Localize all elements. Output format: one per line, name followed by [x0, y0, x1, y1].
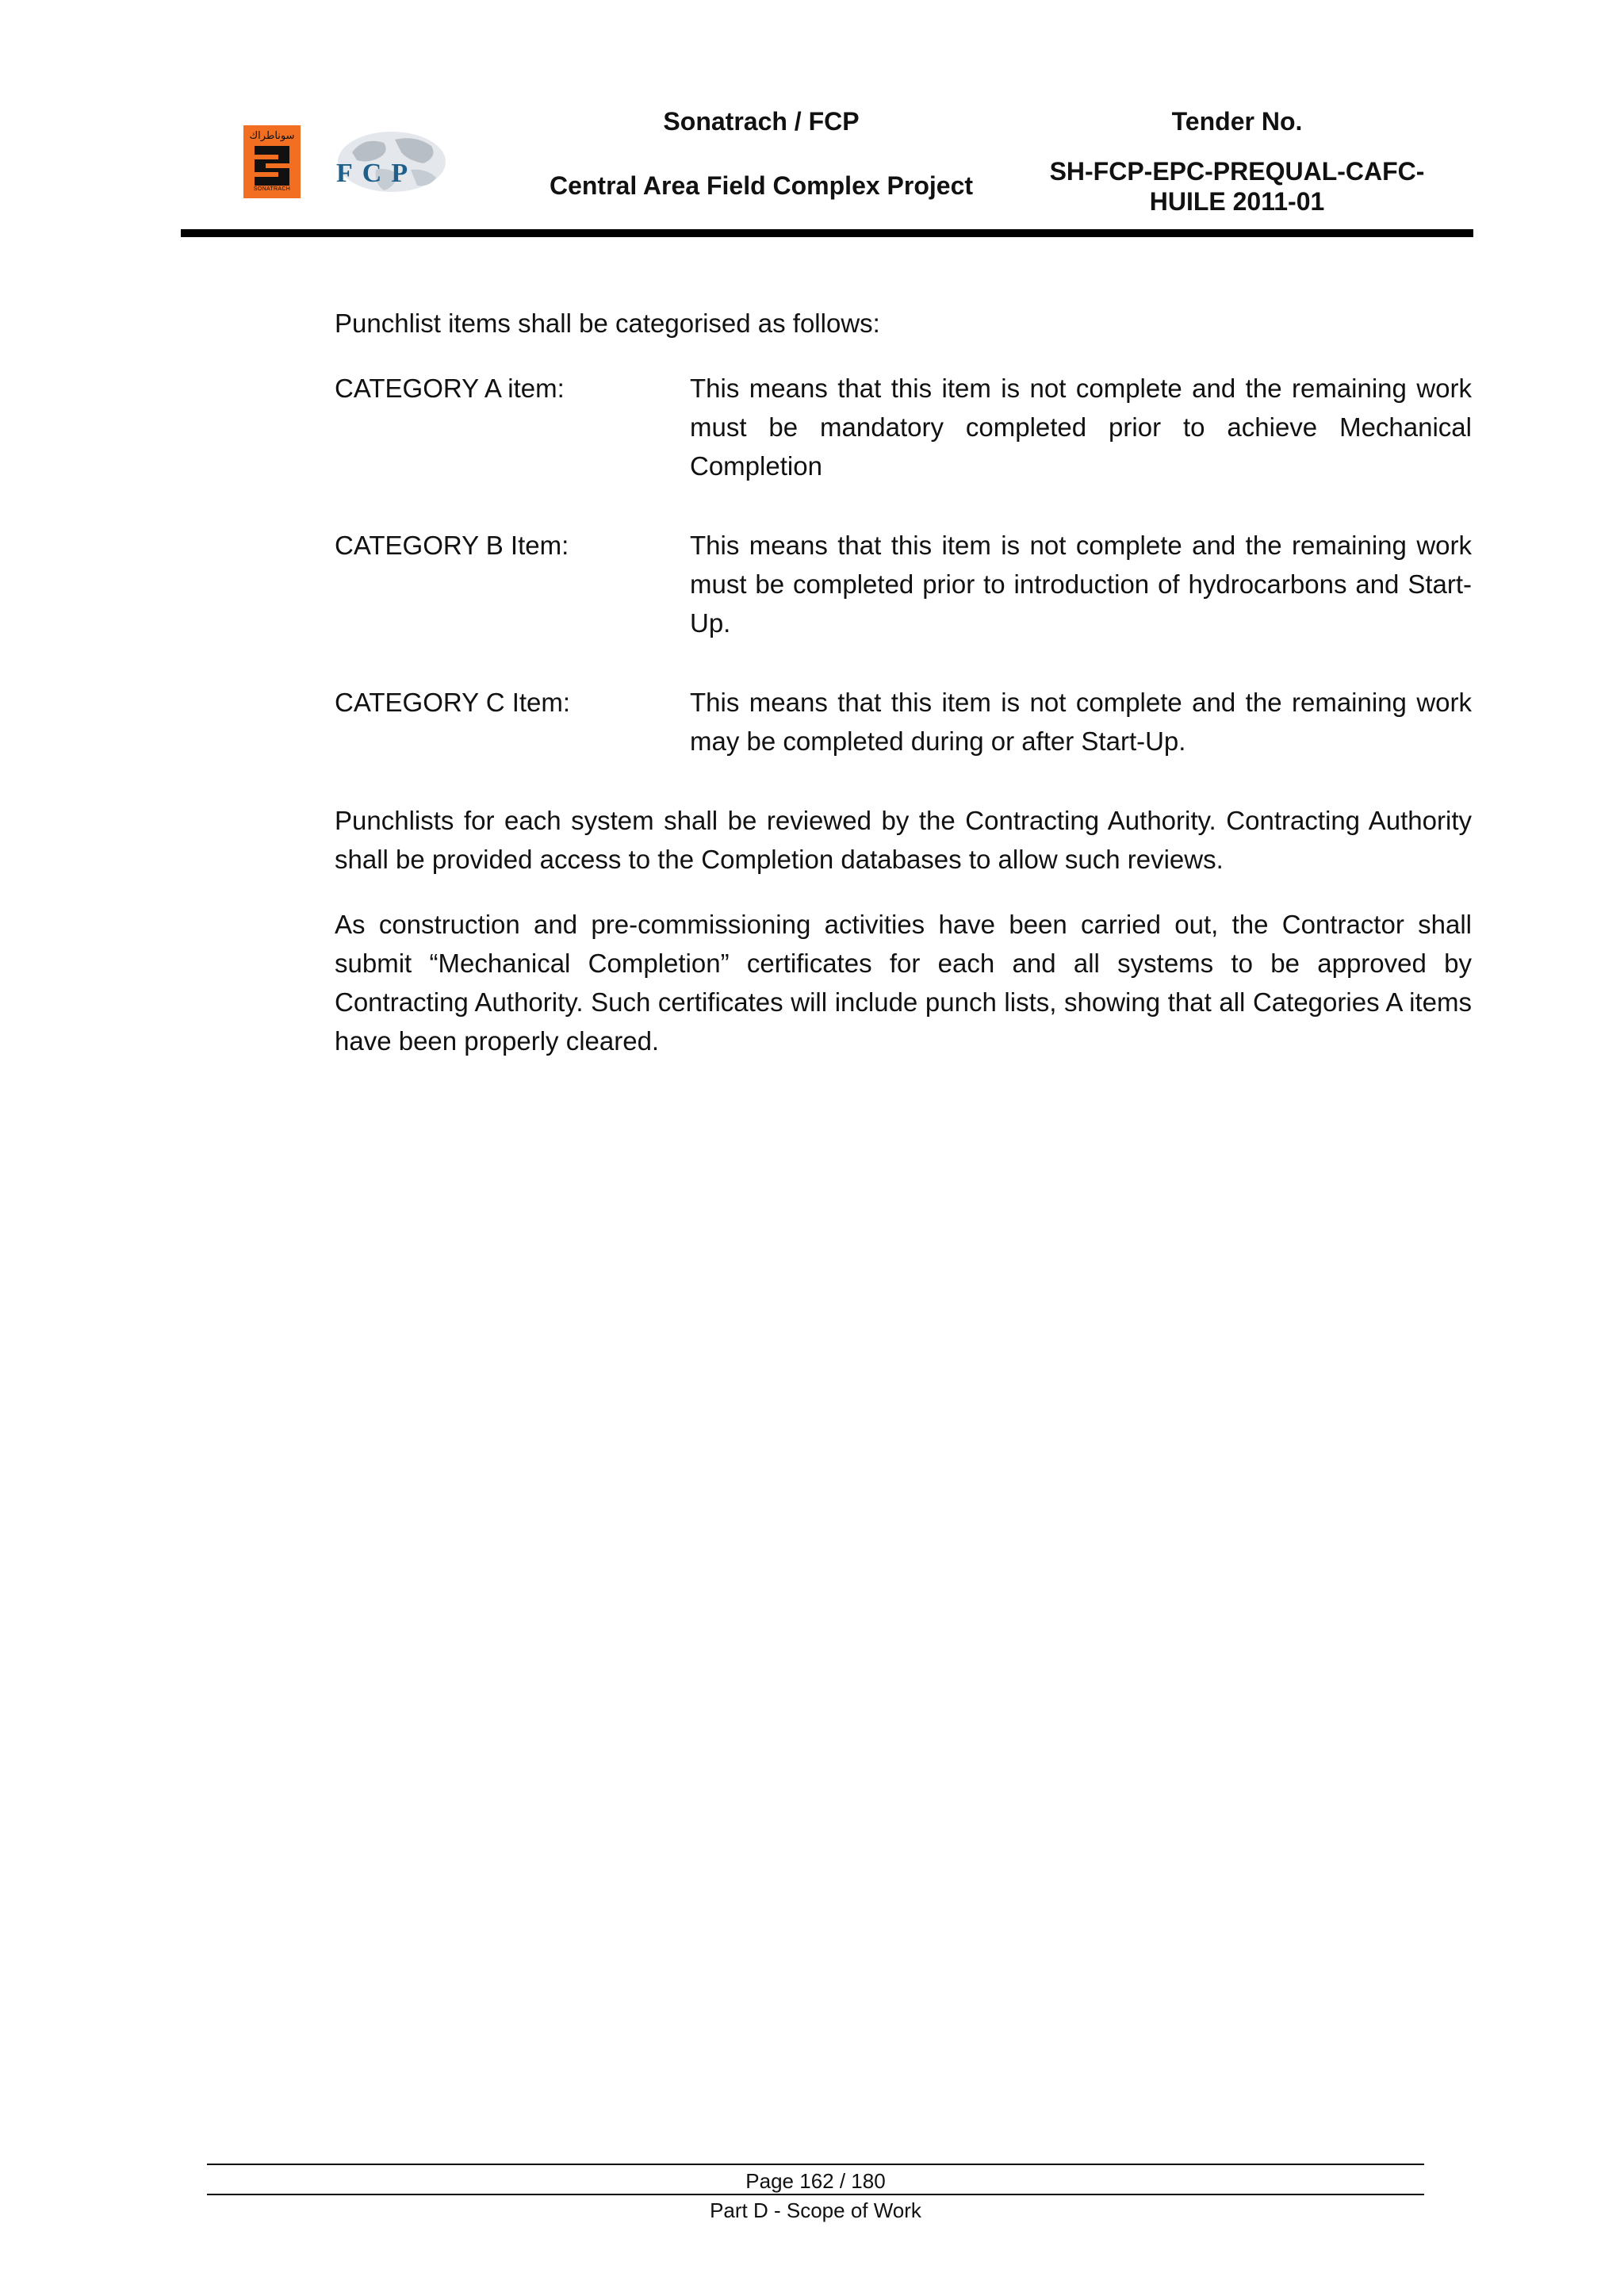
header-tender-number: SH-FCP-EPC-PREQUAL-CAFC-HUILE 2011-01: [1049, 157, 1425, 216]
sonatrach-logo: [243, 125, 301, 198]
header-divider: [181, 229, 1473, 237]
certificate-paragraph: As construction and pre-commissioning activities have been carried out, the Contractor shall submit “Mechanical Completion” certificates for each and all systems to be approved by Contracting Authority. Such certificates will include punch lists, showing that all Categories A items have been properly cleared.: [335, 910, 1472, 1056]
category-c-label: CATEGORY C Item:: [335, 688, 571, 717]
header-tender-label: Tender No.: [1171, 107, 1303, 136]
footer-middle-rule: [207, 2194, 1424, 2195]
category-a-label: CATEGORY A item:: [335, 374, 565, 403]
header-project: Central Area Field Complex Project: [549, 171, 974, 200]
sonatrach-mark-icon: [255, 146, 289, 186]
category-a-description: This means that this item is not complete and the remaining work must be mandatory completed prior to achieve Mechanical Completion: [690, 374, 1472, 481]
category-c-description: This means that this item is not complete and the remaining work may be completed during or after Start-Up.: [690, 688, 1472, 756]
review-paragraph: Punchlists for each system shall be reviewed by the Contracting Authority. Contracting Authority shall be provided access to the Completion databases to allow such reviews.: [335, 806, 1472, 874]
footer-section: Part D - Scope of Work: [710, 2198, 921, 2222]
sonatrach-logo-arabic: سوناطراك: [249, 130, 295, 142]
fcp-logo: [328, 128, 447, 200]
header-company: Sonatrach / FCP: [663, 107, 860, 136]
category-b-description: This means that this item is not complete and the remaining work must be completed prior to introduction of hydrocarbons and Start-Up.: [690, 531, 1472, 638]
category-b-label: CATEGORY B Item:: [335, 531, 569, 560]
intro-paragraph: Punchlist items shall be categorised as follows:: [335, 309, 880, 338]
sonatrach-logo-latin: SONATRACH: [253, 186, 291, 192]
footer-page-number: Page 162 / 180: [745, 2169, 886, 2193]
footer-top-rule: [207, 2164, 1424, 2165]
fcp-letters: FCP: [336, 159, 418, 188]
